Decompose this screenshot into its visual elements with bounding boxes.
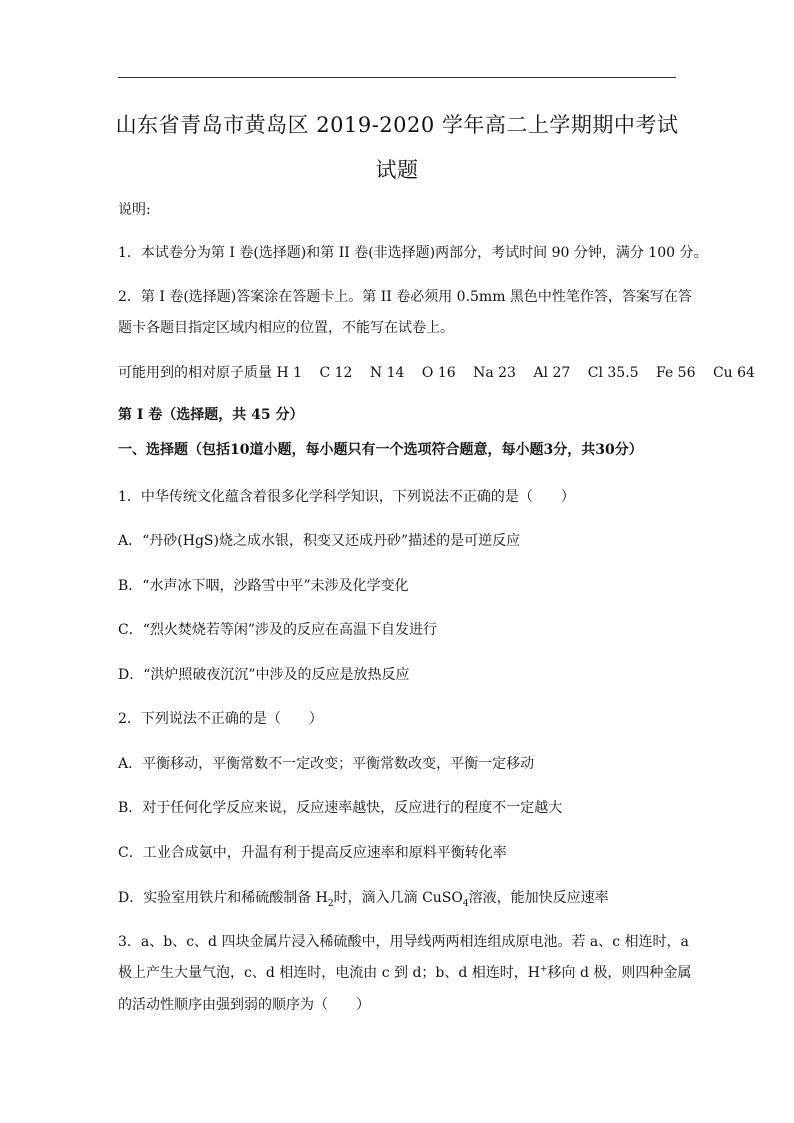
option-text: 溶液，能加快反应速率 xyxy=(468,890,609,906)
question-1-option-b: B．“水声冰下咽，沙路雪中平”未涉及化学变化 xyxy=(118,578,409,594)
atomic-mass-item: H 1 xyxy=(276,365,303,381)
option-text: D．实验室用铁片和稀硫酸制备 H xyxy=(118,890,328,906)
part-heading: 一、选择题（包括10道小题，每小题只有一个选项符合题意，每小题3分，共30分） xyxy=(118,442,643,458)
section-heading: 第 I 卷（选择题，共 45 分） xyxy=(118,407,304,423)
question-text: 极上产生大量气泡，c、d 相连时，电流由 c 到 d；b、d 相连时，H xyxy=(118,965,540,981)
question-2-option-c: C．工业合成氨中，升温有利于提高反应速率和原料平衡转化率 xyxy=(118,845,507,861)
note-item-2-line-2: 题卡各题目指定区域内相应的位置，不能写在试卷上。 xyxy=(118,320,454,336)
note-item-2-line-1: 2．第 I 卷(选择题)答案涂在答题卡上。第 II 卷必须用 0.5mm 黑色中性笔作答，答案写在答 xyxy=(118,289,692,305)
question-2-stem: 2．下列说法不正确的是（ ） xyxy=(118,711,323,727)
atomic-mass-item: Al 27 xyxy=(533,365,571,381)
question-3-line-2 xyxy=(118,962,691,984)
subscript: 4 xyxy=(462,898,469,909)
question-2-option-b: B．对于任何化学反应来说，反应速率越快，反应进行的程度不一定越大 xyxy=(118,800,563,816)
atomic-mass-item: Cl 35.5 xyxy=(587,365,639,381)
superscript: + xyxy=(540,964,548,975)
question-2-option-d xyxy=(118,887,609,909)
page-title: 山东省青岛市黄岛区 2019-2020 学年高二上学期期中考试试题 xyxy=(115,113,679,182)
question-1-stem: 1．中华传统文化蕴含着很多化学科学知识，下列说法不正确的是（ ） xyxy=(118,489,575,505)
note-item-1: 1．本试卷分为第 I 卷(选择题)和第 II 卷(非选择题)两部分，考试时间 90 分钟，满分 100 分。 xyxy=(118,245,708,261)
atomic-mass-label: 可能用到的相对原子质量 xyxy=(118,365,272,381)
header-rule xyxy=(118,77,676,78)
question-3-line-1: 3．a、b、c、d 四块金属片浸入稀硫酸中，用导线两两相连组成原电池。若 a、c 相连时，a xyxy=(118,934,689,950)
question-1-option-a: A．“丹砂(HgS)烧之成水银，积变又还成丹砂”描述的是可逆反应 xyxy=(118,533,521,549)
atomic-mass-item: O 16 xyxy=(421,365,456,381)
atomic-mass-item: Cu 64 xyxy=(712,365,755,381)
question-text: 移向 d 极，则四种金属 xyxy=(547,965,692,981)
atomic-mass-item: Fe 56 xyxy=(656,365,696,381)
subscript: 2 xyxy=(327,898,334,909)
atomic-mass-item: C 12 xyxy=(319,365,353,381)
question-1-option-d: D．“洪炉照破夜沉沉”中涉及的反应是放热反应 xyxy=(118,667,410,683)
question-2-option-a: A．平衡移动，平衡常数不一定改变；平衡常数改变，平衡一定移动 xyxy=(118,756,535,772)
notes-label: 说明: xyxy=(118,202,151,218)
question-1-option-c: C．“烈火焚烧若等闲”涉及的反应在高温下自发进行 xyxy=(118,622,438,638)
option-text: 时，滴入几滴 CuSO xyxy=(333,890,463,906)
question-3-line-3: 的活动性顺序由强到弱的顺序为（ ） xyxy=(118,997,370,1013)
atomic-mass-item: Na 23 xyxy=(473,365,516,381)
atomic-mass-item: N 14 xyxy=(369,365,405,381)
atomic-mass-row xyxy=(118,362,768,384)
